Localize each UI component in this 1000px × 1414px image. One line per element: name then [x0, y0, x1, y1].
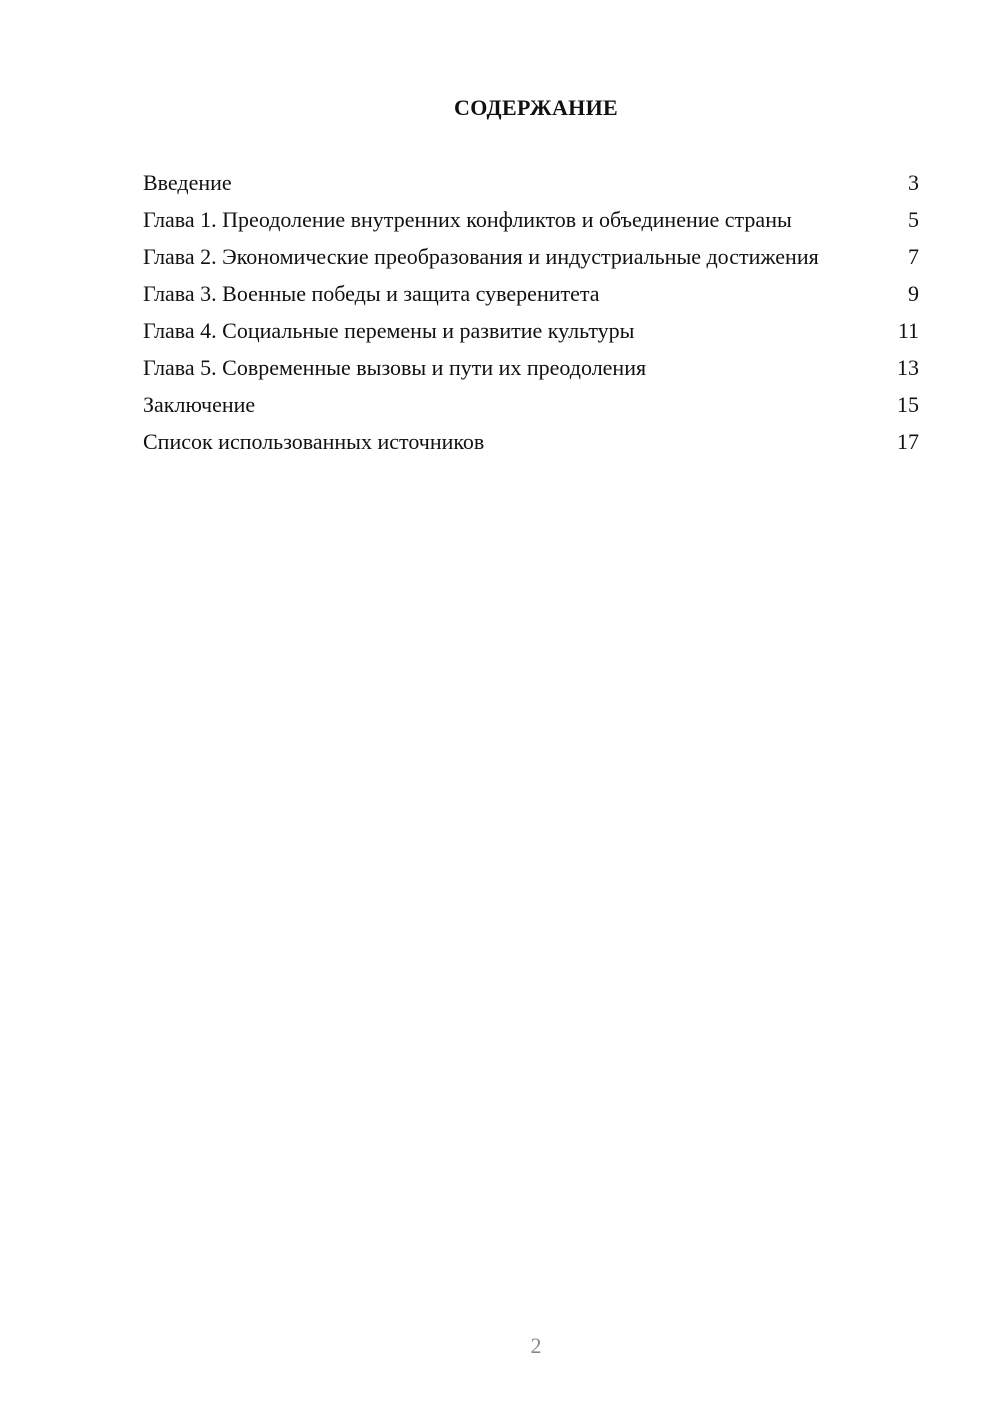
- table-of-contents: [143, 170, 919, 466]
- toc-entry-text: Заключение: [143, 392, 256, 417]
- toc-entry-text: Глава 5. Современные вызовы и пути их преодоления: [143, 355, 647, 380]
- toc-entry-introduction[interactable]: [143, 170, 919, 196]
- toc-entry-chapter-4[interactable]: [143, 318, 919, 344]
- toc-entry-page: 5: [908, 207, 919, 232]
- toc-entry-text: Глава 1. Преодоление внутренних конфликтов и объединение страны: [143, 207, 792, 232]
- toc-entry-text: Глава 2. Экономические преобразования и индустриальные достижения: [143, 244, 819, 269]
- toc-entry-page: 9: [908, 281, 919, 306]
- toc-entry-chapter-2[interactable]: [143, 244, 919, 270]
- toc-entry-page: 3: [908, 170, 919, 195]
- toc-entry-text: Глава 4. Социальные перемены и развитие культуры: [143, 318, 635, 343]
- toc-entry-chapter-5[interactable]: [143, 355, 919, 381]
- toc-entry-text: Глава 3. Военные победы и защита суверенитета: [143, 281, 600, 306]
- toc-entry-chapter-3[interactable]: [143, 281, 919, 307]
- toc-title: СОДЕРЖАНИЕ: [454, 95, 618, 120]
- page-number: 2: [530, 1333, 542, 1358]
- toc-entry-text: Введение: [143, 170, 232, 195]
- toc-entry-page: 7: [908, 244, 919, 269]
- toc-entry-conclusion[interactable]: [143, 392, 919, 418]
- toc-entry-page: 13: [897, 355, 919, 380]
- toc-entry-page: 17: [897, 429, 919, 454]
- toc-entry-page: 11: [897, 318, 919, 343]
- toc-entry-text: Список использованных источников: [143, 429, 485, 454]
- toc-entry-page: 15: [897, 392, 919, 417]
- toc-entry-chapter-1[interactable]: [143, 207, 919, 233]
- toc-entry-references[interactable]: [143, 429, 919, 455]
